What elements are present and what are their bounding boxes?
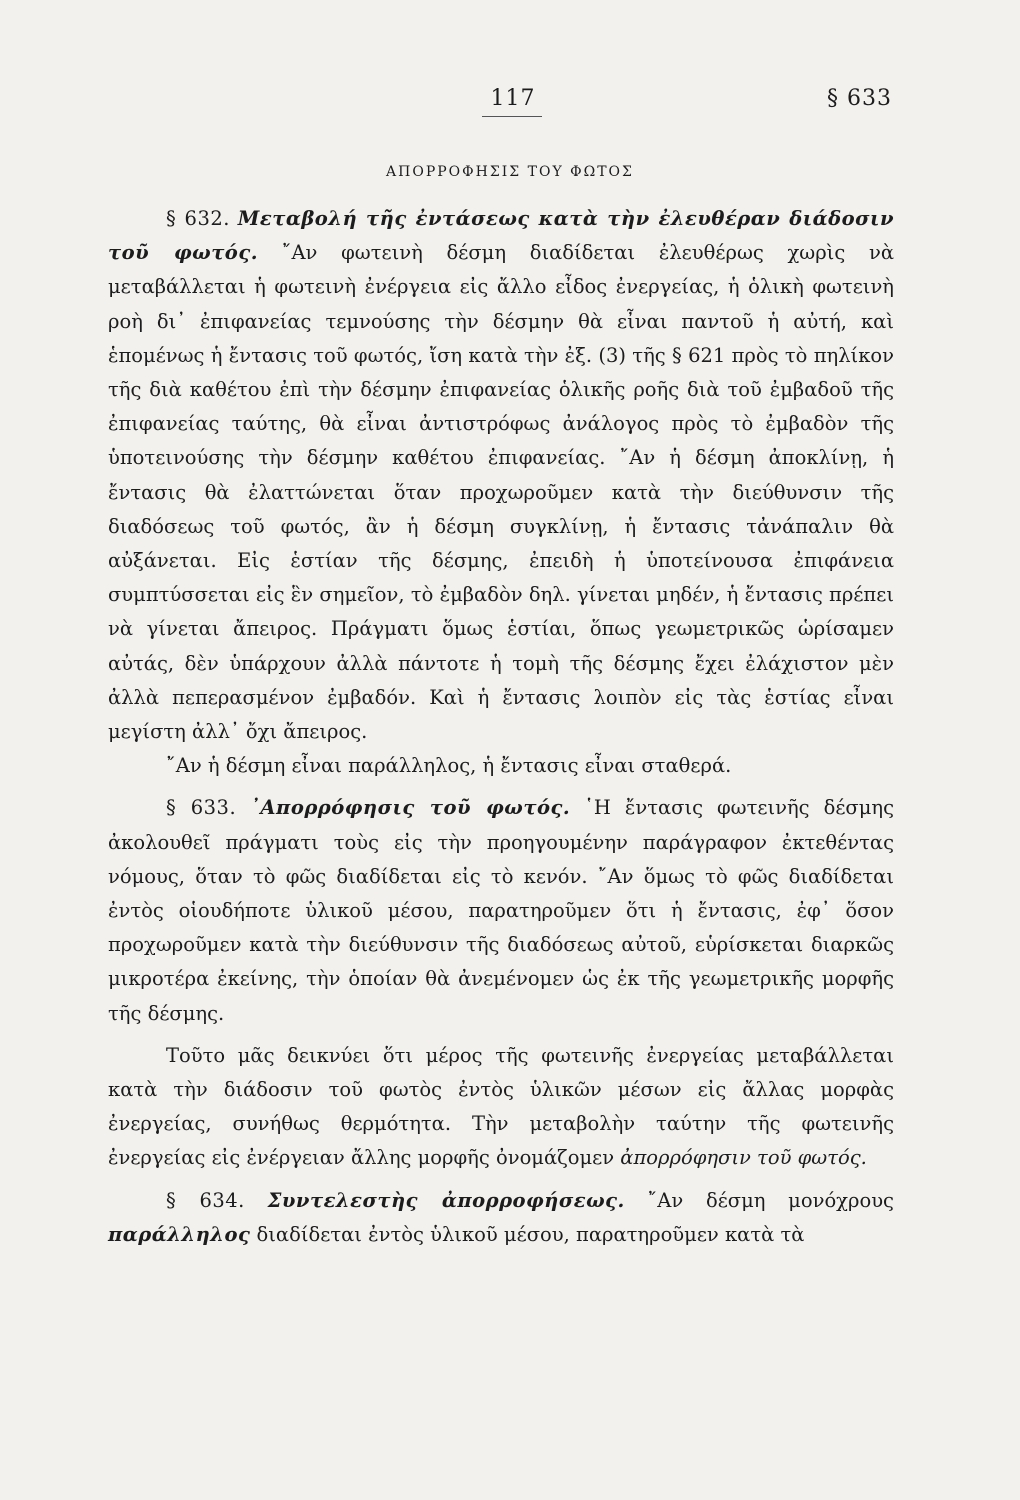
- section-633-term: ἀπορρόφησιν τοῦ φωτός.: [620, 1146, 867, 1170]
- section-632-number: § 632.: [166, 207, 230, 230]
- section-633-text-2: Τοῦτο μᾶς δεικνύει ὅτι μέρος τῆς φωτεινῆς ἐνεργείας μεταβάλλεται κατὰ τὴν διάδοσιν τοῦ φωτὸς ἐντὸς ὑλικῶν μέσων εἰς ἄλλας μορφὰς ἐνεργείας, συνήθως θερμότητα. Τὴν μεταβολὴν ταύτην τῆς φωτεινῆς ἐνεργείας εἰς ἐνέργειαν ἄλλης μορφῆς ὀνομάζομεν: [108, 1043, 894, 1170]
- section-633-number: § 633.: [166, 796, 237, 820]
- section-634-text-a: ῎Αν δέσμη μονόχρους: [647, 1188, 894, 1212]
- section-634-paragraph: [108, 1184, 894, 1252]
- section-633-title: ᾿Απορρόφησις τοῦ φωτός.: [250, 796, 571, 820]
- section-632-text: ῎Αν φωτεινὴ δέσμη διαδίδεται ἐλευθέρως χωρὶς νὰ μεταβάλλεται ἡ φωτεινὴ ἐνέργεια εἰς ἄλλο εἶδος ἐνεργείας, ἡ ὁλικὴ φωτεινὴ ροὴ δι᾿ ἐπιφανείας τεμνούσης τὴν δέσμην θὰ εἶναι παντοῦ ἡ αὐτή, καὶ ἑπομένως ἡ ἔντασις τοῦ φωτός, ἴση κατὰ τὴν ἐξ. (3) τῆς § 621 πρὸς τὸ πηλίκον τῆς διὰ καθέτου ἐπὶ τὴν δέσμην ἐπιφανείας ὁλικῆς ροῆς διὰ τοῦ ἐμβαδοῦ τῆς ἐπιφανείας ταύτης, θὰ εἶναι ἀντιστρόφως ἀνάλογος πρὸς τὸ ἐμβαδὸν τῆς ὑποτεινούσης τὴν δέσμην καθέτου ἐπιφανείας. ῎Αν ἡ δέσμη ἀποκλίνῃ, ἡ ἔντασις θὰ ἐλαττώνεται ὅταν προχωροῦμεν κατὰ τὴν διεύθυνσιν τῆς διαδόσεως τοῦ φωτός, ἂν ἡ δέσμη συγκλίνῃ, ἡ ἔντασις τἀνάπαλιν θὰ αὐξάνεται. Εἰς ἑστίαν τῆς δέσμης, ἐπειδὴ ἡ ὑποτείνουσα ἐπιφάνεια συμπτύσσεται εἰς ἓν σημεῖον, τὸ ἐμβαδὸν δηλ. γίνεται μηδέν, ἡ ἔντασις πρέπει νὰ γίνεται ἄπειρος. Πράγματι ὅμως ἑστίαι, ὅπως γεωμετρικῶς ὡρίσαμεν αὐτάς, δὲν ὑπάρχουν ἀλλὰ πάντοτε ἡ τομὴ τῆς δέσμης ἔχει ἐλάχιστον μὲν ἀλλὰ πεπερασμένον ἐμβαδόν. Καὶ ἡ ἔντασις λοιπὸν εἰς τὰς ἑστίας εἶναι μεγίστη ἀλλ᾿ ὄχι ἄπειρος.: [108, 241, 894, 744]
- section-634-text-b: διαδίδεται ἐντὸς ὑλικοῦ μέσου, παρατηροῦμεν κατὰ τὰ: [256, 1222, 805, 1246]
- section-632-title: Μεταβολή τῆς ἐντάσεως κατὰ τὴν ἐλευθέραν διάδοσιν τοῦ φωτός.: [108, 207, 894, 265]
- section-633-paragraph: [108, 791, 894, 1030]
- section-634-number: § 634.: [166, 1188, 245, 1212]
- section-reference: § 633: [827, 86, 892, 111]
- section-634-title: Συντελεστὴς ἀπορροφήσεως.: [267, 1188, 625, 1212]
- page-number: 117: [490, 86, 536, 111]
- section-632-paragraph-2: [108, 749, 894, 783]
- running-head: ΑΠΟΡΡΟΦΗΣΙΣ ΤΟΥ ΦΩΤΟΣ: [386, 164, 634, 180]
- section-632-text-2: ῎Αν ἡ δέσμη εἶναι παράλληλος, ἡ ἔντασις εἶναι σταθερά.: [166, 754, 732, 778]
- body-text: [108, 202, 894, 1252]
- section-633-paragraph-2: [108, 1039, 894, 1176]
- section-634-term: παράλληλος: [108, 1222, 251, 1246]
- section-633-text: ῾Η ἔντασις φωτεινῆς δέσμης ἀκολουθεῖ πράγματι τοὺς εἰς τὴν προηγουμένην παράγραφον ἐκτεθέντας νόμους, ὅταν τὸ φῶς διαδίδεται εἰς τὸ κενόν. ῎Αν ὅμως τὸ φῶς διαδίδεται ἐντὸς οἱουδήποτε ὑλικοῦ μέσου, παρατηροῦμεν ὅτι ἡ ἔντασις, ἐφ᾿ ὅσον προχωροῦμεν κατὰ τὴν διεύθυνσιν τῆς διαδόσεως αὐτοῦ, εὑρίσκεται διαρκῶς μικροτέρα ἐκείνης, τὴν ὁποίαν θὰ ἀνεμένομεν ὡς ἐκ τῆς γεωμετρικῆς μορφῆς τῆς δέσμης.: [108, 796, 895, 1025]
- page-number-rule: [482, 116, 542, 117]
- section-632-paragraph: [108, 202, 894, 749]
